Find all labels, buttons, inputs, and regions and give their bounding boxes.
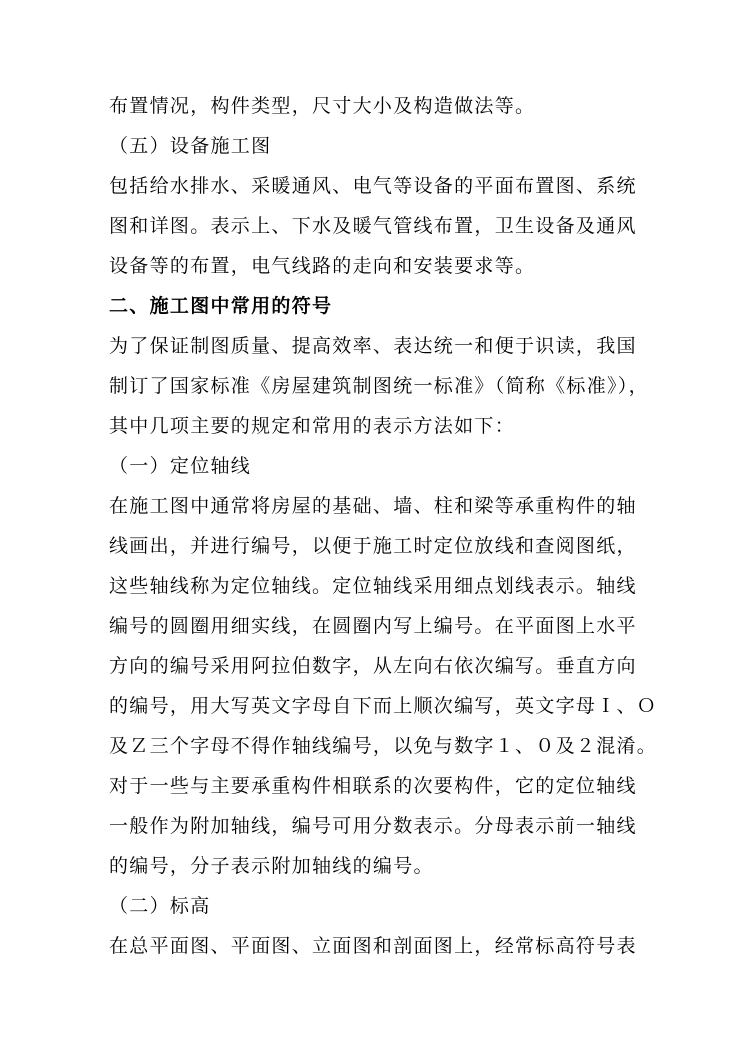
text-line: 设备等的布置，电气线路的走向和安装要求等。 — [109, 255, 536, 277]
section-subheading: （二）标高 — [109, 895, 211, 917]
text-line: 方向的编号采用阿拉伯数字，从左向右依次编写。垂直方向 — [109, 655, 637, 677]
text-line: 包括给水排水、采暖通风、电气等设备的平面布置图、系统 — [109, 175, 637, 197]
section-subheading: （一）定位轴线 — [109, 455, 252, 477]
text-line: 及Ｚ三个字母不得作轴线编号，以免与数字１、０及２混淆。 — [109, 735, 658, 757]
text-line: 线画出，并进行编号，以便于施工时定位放线和查阅图纸， — [109, 535, 637, 557]
text-line: 对于一些与主要承重构件相联系的次要构件，它的定位轴线 — [109, 775, 637, 797]
text-line: 其中几项主要的规定和常用的表示方法如下： — [109, 415, 516, 437]
text-line: 的编号，分子表示附加轴线的编号。 — [109, 855, 434, 877]
text-line: 制订了国家标准《房屋建筑制图统一标准》（简称《标准》）， — [109, 375, 649, 397]
text-line: 一般作为附加轴线，编号可用分数表示。分母表示前一轴线 — [109, 815, 637, 837]
text-line: 这些轴线称为定位轴线。定位轴线采用细点划线表示。轴线 — [109, 575, 637, 597]
text-line: 在总平面图、平面图、立面图和剖面图上，经常标高符号表 — [109, 935, 637, 957]
section-heading: 二、施工图中常用的符号 — [109, 295, 333, 317]
text-line: 图和详图。表示上、下水及暖气管线布置，卫生设备及通风 — [109, 215, 637, 237]
text-line: 布置情况，构件类型，尺寸大小及构造做法等。 — [109, 95, 536, 117]
text-line: 在施工图中通常将房屋的基础、墙、柱和梁等承重构件的轴 — [109, 495, 637, 517]
text-line: 为了保证制图质量、提高效率、表达统一和便于识读，我国 — [109, 335, 637, 357]
text-line: 的编号，用大写英文字母自下而上顺次编写，英文字母Ｉ、Ｏ — [109, 695, 658, 717]
text-line: 编号的圆圈用细实线，在圆圈内写上编号。在平面图上水平 — [109, 615, 637, 637]
section-subheading: （五）设备施工图 — [109, 135, 272, 157]
